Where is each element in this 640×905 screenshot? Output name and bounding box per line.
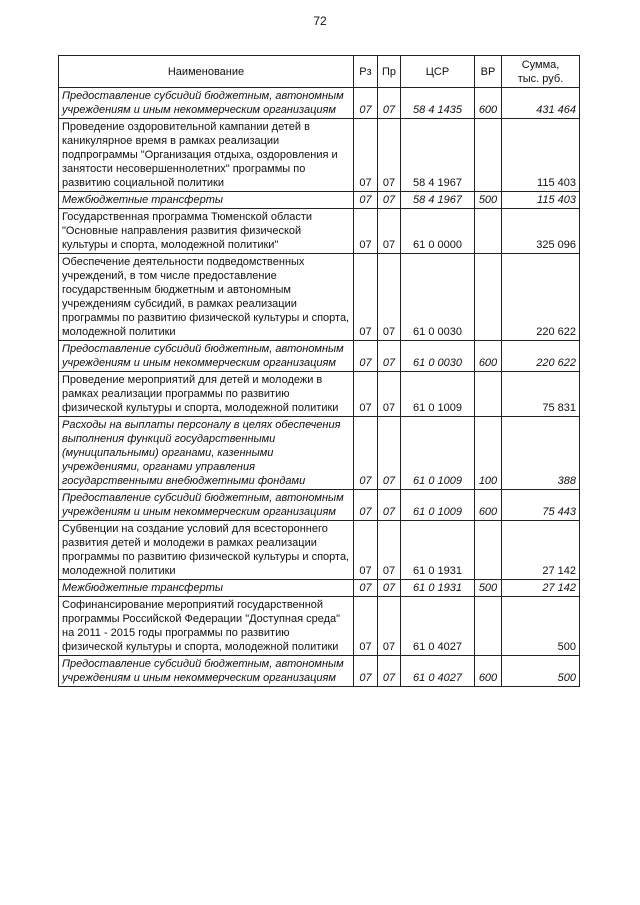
header-csr: ЦСР — [401, 56, 475, 88]
cell-sum: 75 831 — [502, 372, 580, 417]
cell-csr: 61 0 0000 — [401, 209, 475, 254]
cell-pr: 07 — [378, 490, 401, 521]
table-row — [59, 254, 580, 341]
table-row — [59, 341, 580, 372]
cell-sum: 27 142 — [502, 521, 580, 580]
cell-pr: 07 — [378, 341, 401, 372]
table-row — [59, 88, 580, 119]
cell-csr: 61 0 1931 — [401, 580, 475, 597]
cell-csr: 61 0 0030 — [401, 341, 475, 372]
cell-pr: 07 — [378, 597, 401, 656]
table-row — [59, 119, 580, 192]
budget-table — [58, 55, 580, 687]
cell-csr: 61 0 1931 — [401, 521, 475, 580]
cell-rz: 07 — [354, 580, 378, 597]
cell-sum: 115 403 — [502, 119, 580, 192]
cell-sum: 27 142 — [502, 580, 580, 597]
header-pr: Пр — [378, 56, 401, 88]
cell-rz: 07 — [354, 192, 378, 209]
cell-pr: 07 — [378, 88, 401, 119]
cell-csr: 61 0 1009 — [401, 372, 475, 417]
cell-pr: 07 — [378, 254, 401, 341]
header-sum-line1: Сумма, — [521, 58, 560, 71]
cell-rz: 07 — [354, 341, 378, 372]
cell-pr: 07 — [378, 192, 401, 209]
cell-pr: 07 — [378, 656, 401, 687]
cell-rz: 07 — [354, 490, 378, 521]
cell-csr: 58 4 1435 — [401, 88, 475, 119]
cell-pr: 07 — [378, 417, 401, 490]
cell-csr: 61 0 1009 — [401, 490, 475, 521]
cell-csr: 61 0 4027 — [401, 597, 475, 656]
cell-vr: 500 — [475, 192, 502, 209]
cell-name: Субвенции на создание условий для всестороннего развития детей и молодежи в рамках реализации программы по развитию физической культуры и спорта, молодежной политики — [59, 521, 354, 580]
cell-csr: 58 4 1967 — [401, 192, 475, 209]
cell-name: Межбюджетные трансферты — [59, 192, 354, 209]
cell-rz: 07 — [354, 521, 378, 580]
cell-sum: 75 443 — [502, 490, 580, 521]
cell-rz: 07 — [354, 417, 378, 490]
table-body — [59, 88, 580, 687]
table-row — [59, 209, 580, 254]
cell-vr — [475, 521, 502, 580]
cell-name: Расходы на выплаты персоналу в целях обеспечения выполнения функций государственными (муниципальными) органами, казенными учреждениями, органами управления государственными внебюджетными фондами — [59, 417, 354, 490]
table-row — [59, 597, 580, 656]
cell-csr: 61 0 1009 — [401, 417, 475, 490]
cell-rz: 07 — [354, 597, 378, 656]
cell-pr: 07 — [378, 521, 401, 580]
cell-vr: 500 — [475, 580, 502, 597]
header-sum-line2: тыс. руб. — [517, 72, 564, 85]
page-number: 72 — [313, 14, 327, 28]
cell-name: Софинансирование мероприятий государственной программы Российской Федерации "Доступная среда" на 2011 - 2015 годы программы по развитию физической культуры и спорта, молодежной политики — [59, 597, 354, 656]
header-vr: ВР — [475, 56, 502, 88]
cell-vr — [475, 119, 502, 192]
cell-csr: 58 4 1967 — [401, 119, 475, 192]
cell-sum: 325 096 — [502, 209, 580, 254]
cell-sum: 431 464 — [502, 88, 580, 119]
table-row — [59, 656, 580, 687]
cell-name: Межбюджетные трансферты — [59, 580, 354, 597]
cell-name: Проведение оздоровительной кампании детей в каникулярное время в рамках реализации подпрограммы "Организация отдыха, оздоровления и занятости несовершеннолетних" программы по развитию социальной политики — [59, 119, 354, 192]
cell-name: Государственная программа Тюменской области "Основные направления развития физической культуры и спорта, молодежной политики" — [59, 209, 354, 254]
table-row — [59, 192, 580, 209]
table-row — [59, 521, 580, 580]
cell-rz: 07 — [354, 254, 378, 341]
table-row — [59, 417, 580, 490]
cell-vr: 600 — [475, 656, 502, 687]
cell-vr — [475, 597, 502, 656]
cell-sum: 220 622 — [502, 341, 580, 372]
cell-sum: 115 403 — [502, 192, 580, 209]
cell-sum: 500 — [502, 656, 580, 687]
cell-sum: 388 — [502, 417, 580, 490]
cell-vr: 600 — [475, 490, 502, 521]
cell-rz: 07 — [354, 372, 378, 417]
cell-vr — [475, 209, 502, 254]
cell-pr: 07 — [378, 372, 401, 417]
table-row — [59, 372, 580, 417]
cell-pr: 07 — [378, 209, 401, 254]
cell-csr: 61 0 0030 — [401, 254, 475, 341]
cell-name: Предоставление субсидий бюджетным, автономным учреждениям и иным некоммерческим организациям — [59, 656, 354, 687]
cell-rz: 07 — [354, 656, 378, 687]
table-row — [59, 490, 580, 521]
cell-pr: 07 — [378, 580, 401, 597]
header-sum — [502, 56, 580, 88]
cell-name: Обеспечение деятельности подведомственных учреждений, в том числе предоставление государственным бюджетным и автономным учреждениям субсидий, в рамках реализации программы по развитию физической культуры и спорта, молодежной политики — [59, 254, 354, 341]
cell-vr: 600 — [475, 88, 502, 119]
table-header-row — [59, 56, 580, 88]
cell-rz: 07 — [354, 88, 378, 119]
cell-name: Проведение мероприятий для детей и молодежи в рамках реализации программы по развитию физической культуры и спорта, молодежной политики — [59, 372, 354, 417]
cell-rz: 07 — [354, 209, 378, 254]
cell-pr: 07 — [378, 119, 401, 192]
cell-vr: 600 — [475, 341, 502, 372]
cell-rz: 07 — [354, 119, 378, 192]
header-name: Наименование — [59, 56, 354, 88]
cell-sum: 500 — [502, 597, 580, 656]
cell-name: Предоставление субсидий бюджетным, автономным учреждениям и иным некоммерческим организациям — [59, 341, 354, 372]
table-row — [59, 580, 580, 597]
cell-csr: 61 0 4027 — [401, 656, 475, 687]
cell-name: Предоставление субсидий бюджетным, автономным учреждениям и иным некоммерческим организациям — [59, 88, 354, 119]
cell-vr — [475, 372, 502, 417]
cell-sum: 220 622 — [502, 254, 580, 341]
cell-vr — [475, 254, 502, 341]
cell-name: Предоставление субсидий бюджетным, автономным учреждениям и иным некоммерческим организациям — [59, 490, 354, 521]
cell-vr: 100 — [475, 417, 502, 490]
header-rz: Рз — [354, 56, 378, 88]
